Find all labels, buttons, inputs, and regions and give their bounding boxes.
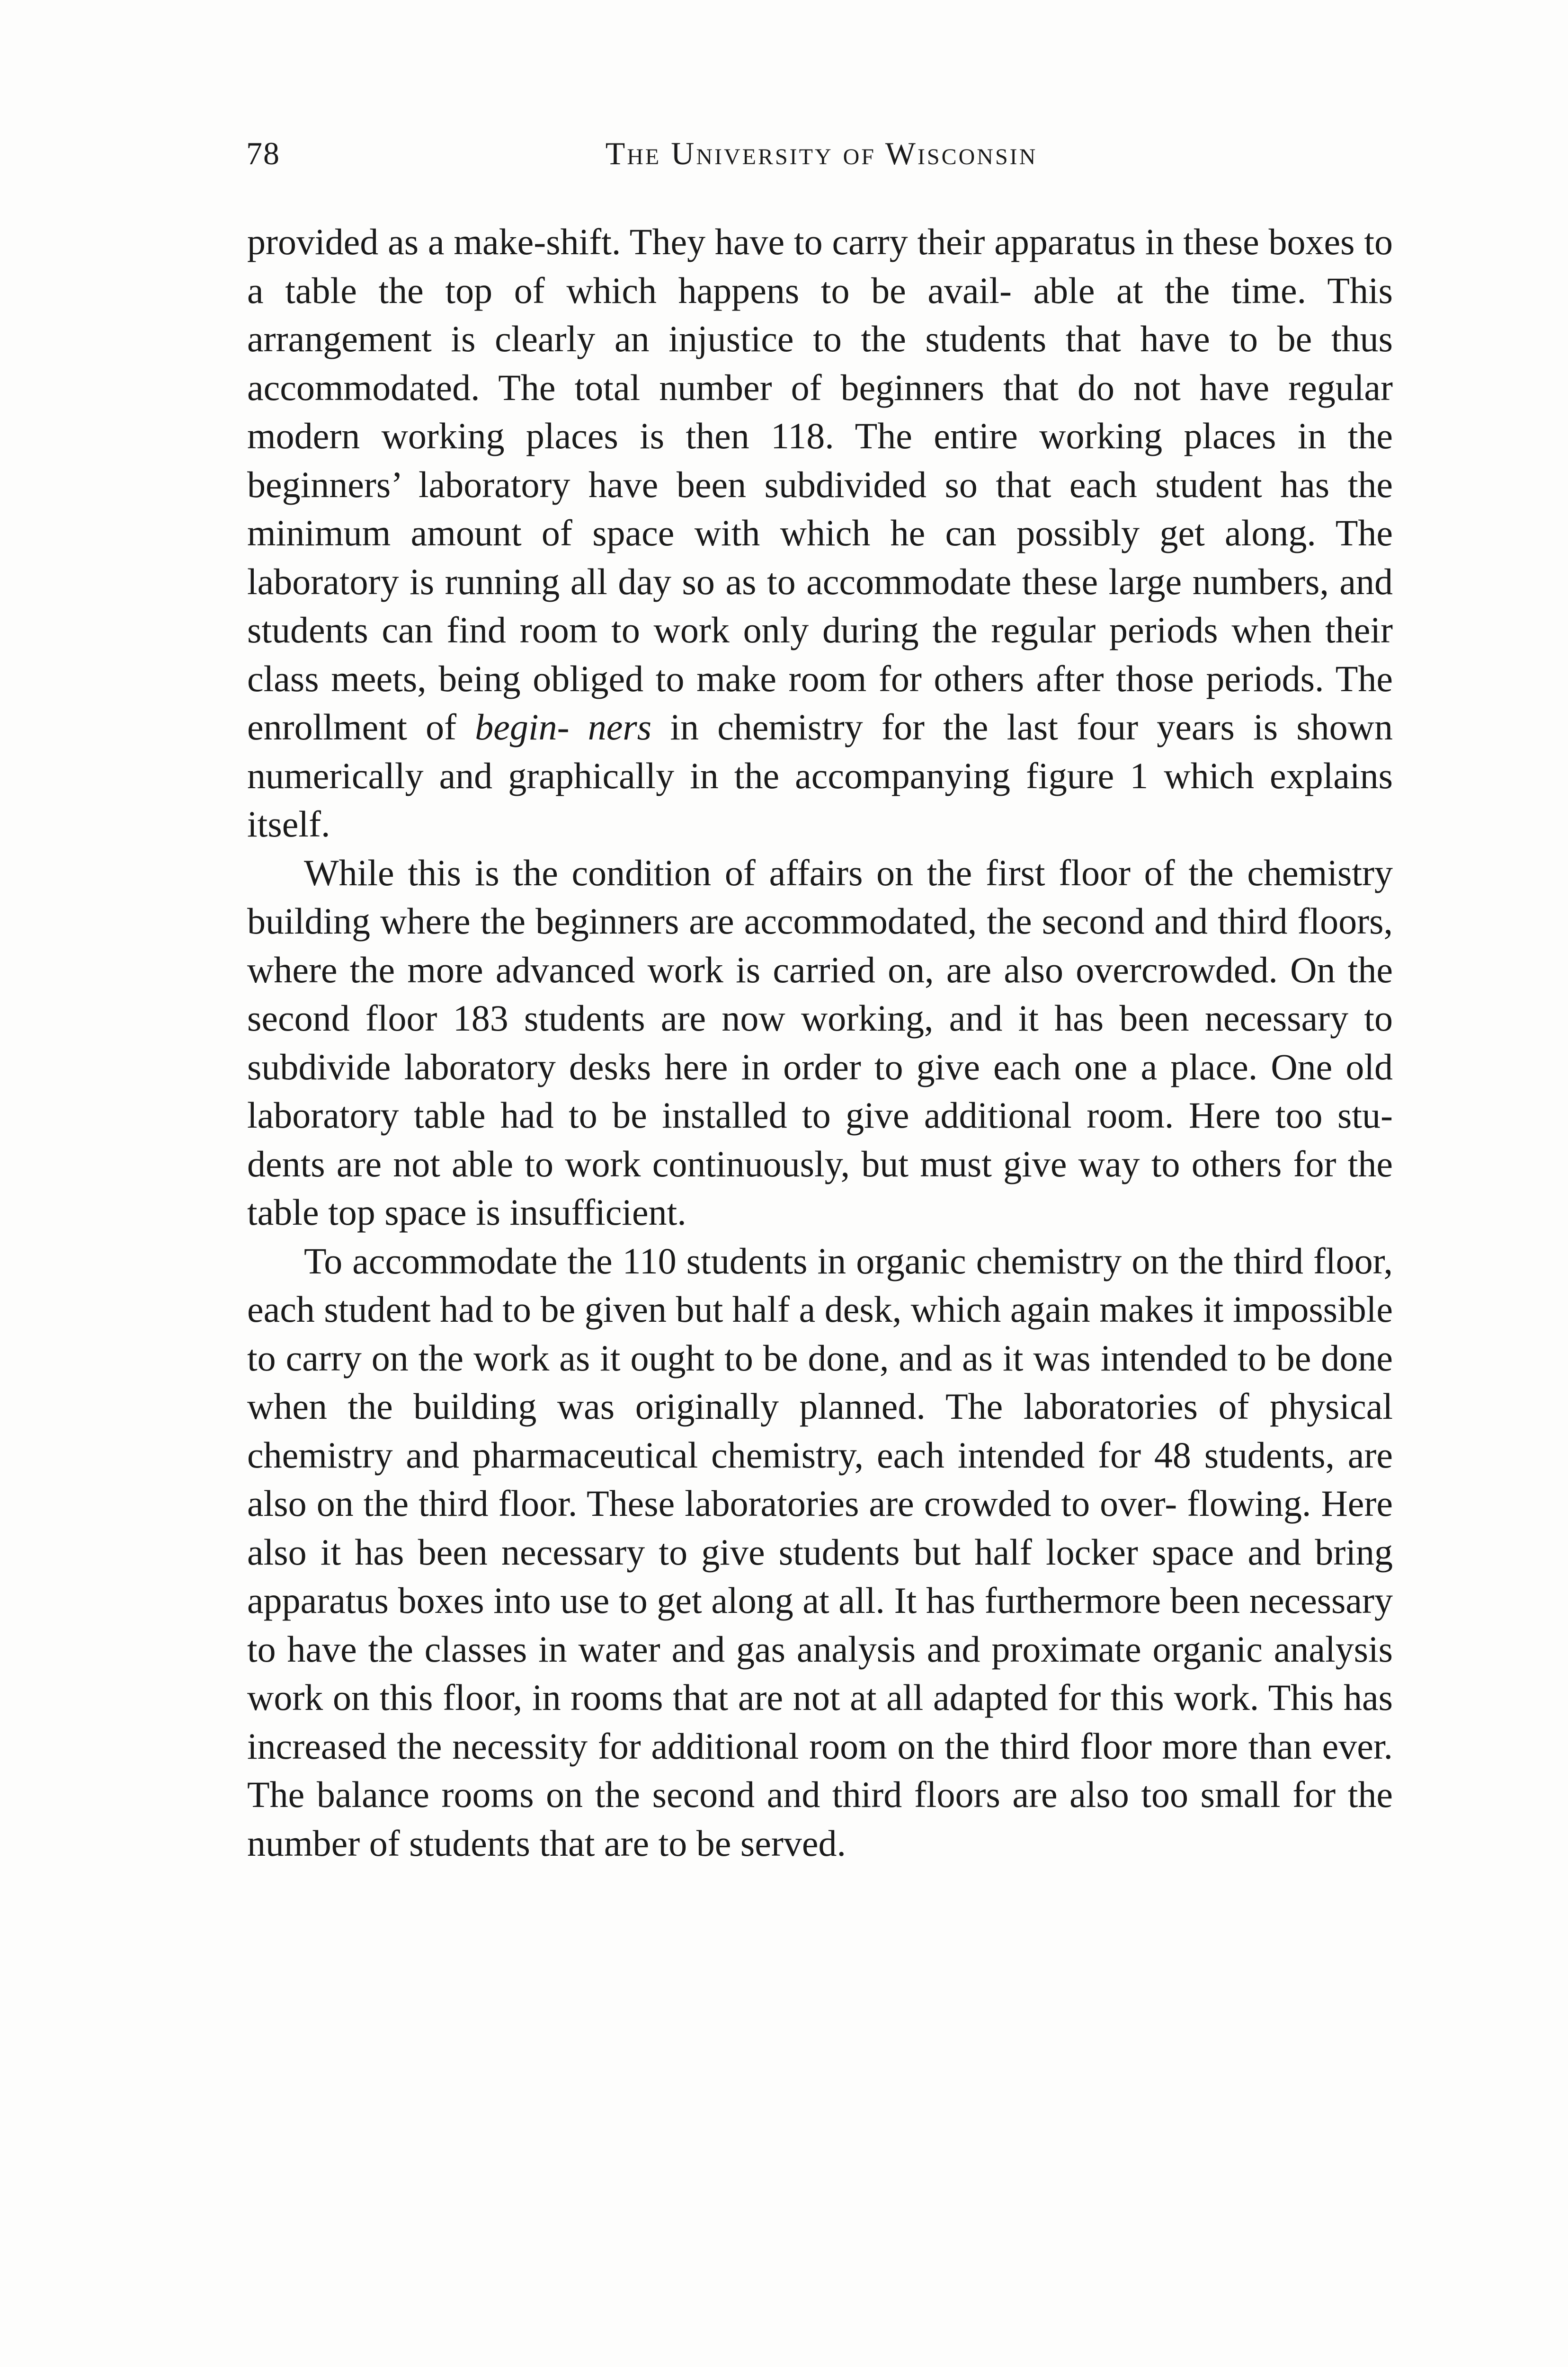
paragraph-1-text-end: in chemistry for the last four years is shown numerically and graphically in the accompanying figure 1 which explains itself. — [247, 706, 1393, 845]
paragraph-3: To accommodate the 110 students in organic chemistry on the third floor, each student had to be given but half a desk, which again makes it impossible to carry on the work as it ought to be done, and as it was intended to be done when the building was originally planned. The laboratories of physical chemistry and pharmaceutical chemistry, each intended for 48 students, are also on the third floor. These laboratories are crowded to over- flowing. Here also it has been necessary to give students but half locker space and bring apparatus boxes into use to get along at all. It has furthermore been necessary to have the classes in water and gas analysis and proximate organic analysis work on this floor, in rooms that are not at all adapted for this work. This has increased the necessity for additional room on the third floor more than ever. The balance rooms on the second and third floors are also too small for the number of students that are to be served. — [247, 1240, 1393, 1864]
running-title: The University of Wisconsin — [605, 135, 1038, 171]
paragraph-2: While this is the condition of affairs on the first floor of the chemistry building where the beginners are accommodated, the second and third floors, where the more advanced work is carried on, are also overcrowded. On the second floor 183 students are now working, and it has been necessary to subdivide laboratory desks here in order to give each one a place. One old laboratory table had to be installed to give additional room. Here too stu- dents are not able to work continuously, but must give way to others for the table top space is insufficient. — [247, 852, 1393, 1233]
page-header — [246, 135, 1397, 187]
paragraph-1-emphasis: begin- ners — [475, 706, 652, 747]
paragraph-1 — [247, 218, 1393, 849]
paragraph-1-text: provided as a make-shift. They have to carry their apparatus in these boxes to a table the top of which happens to be avail- able at the time. This arrangement is clearly an injustice to the students that have to be thus accommodated. The total number of beginners that do not have regular modern working places is then 118. The entire working places in the beginners’ laboratory have been subdivided so that each student has the minimum amount of space with which he can possibly get along. The laboratory is running all day so as to accommodate these large numbers, and students can find room to work only during the regular periods when their class meets, being obliged to make room for others after those periods. The enrollment of — [247, 221, 1393, 747]
body-text — [247, 218, 1393, 1868]
page-number: 78 — [246, 135, 280, 171]
